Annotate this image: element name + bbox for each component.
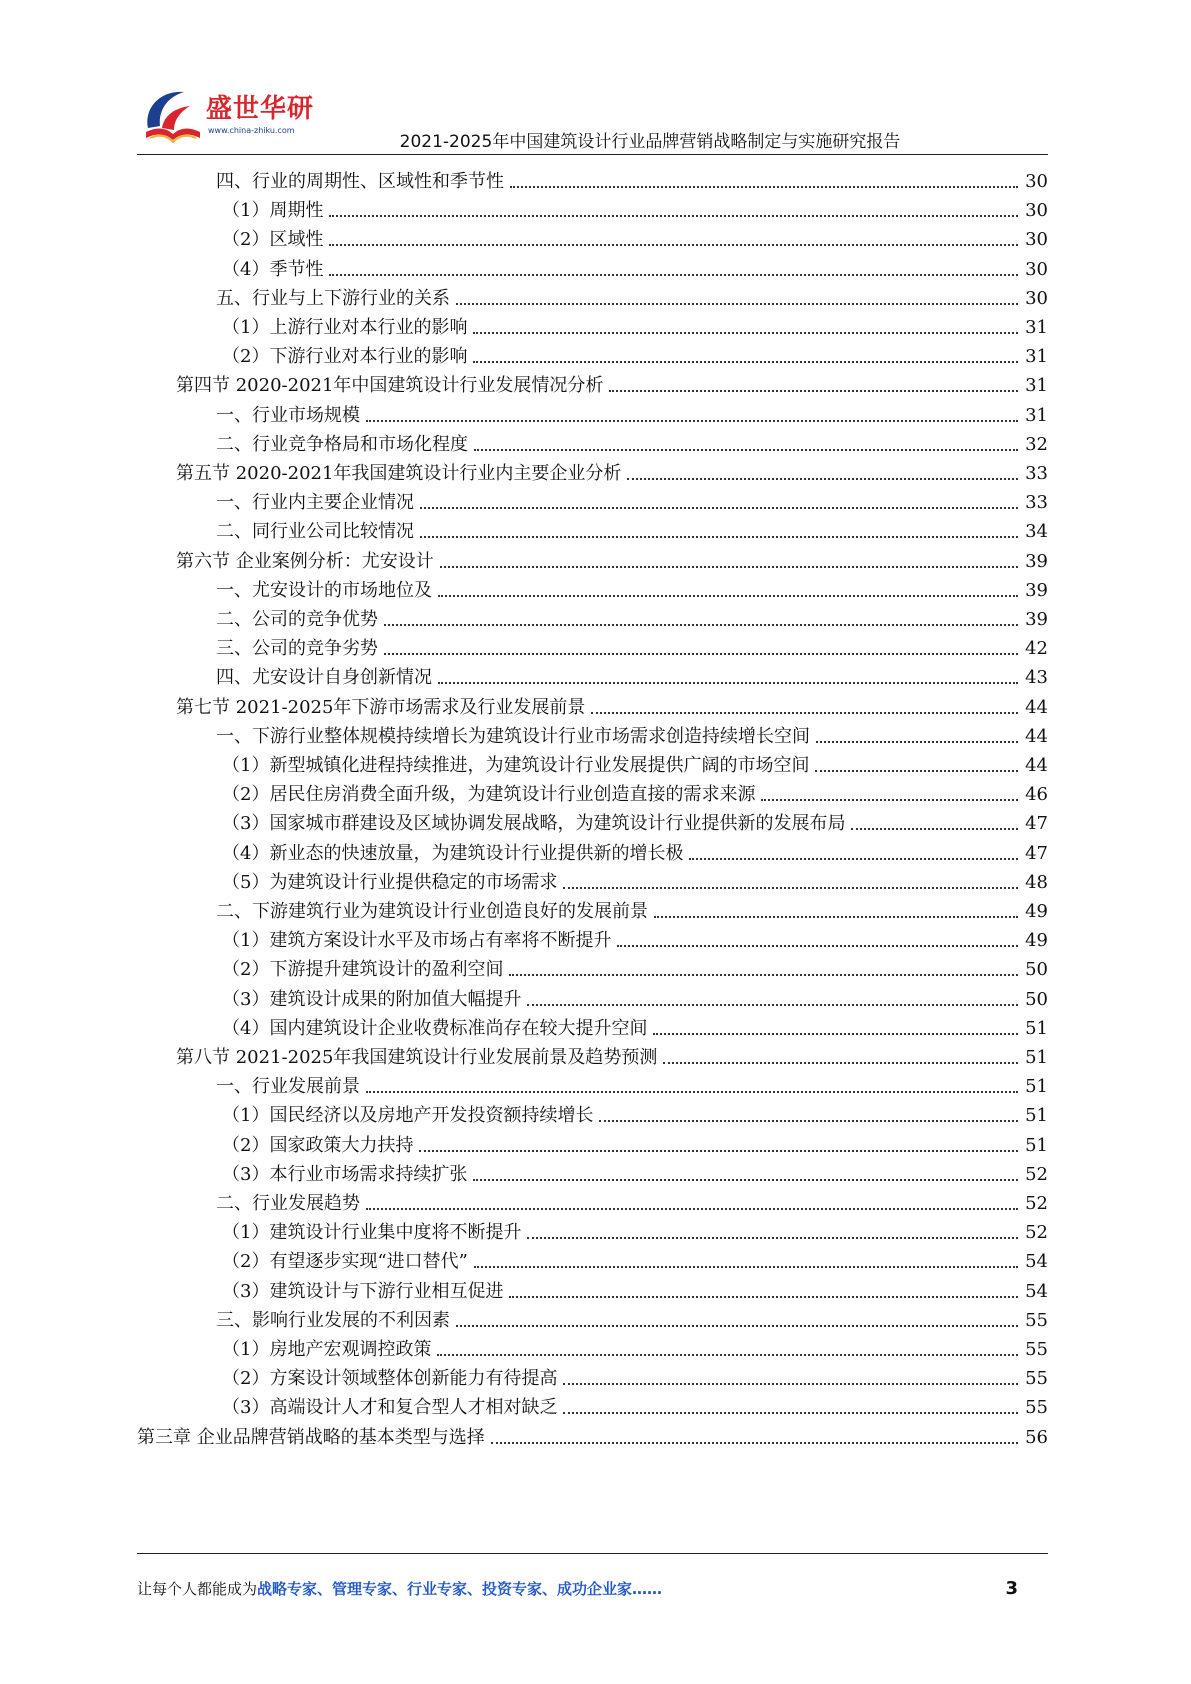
toc-leader-dots — [473, 361, 1018, 363]
toc-entry[interactable] — [216, 601, 1048, 631]
toc-leader-dots — [617, 945, 1018, 947]
toc-leader-dots — [329, 244, 1018, 246]
toc-entry[interactable] — [216, 718, 1048, 748]
toc-entry[interactable] — [222, 309, 1048, 339]
toc-leader-dots — [473, 1179, 1018, 1181]
toc-entry-title: （3）建筑设计与下游行业相互促进 — [222, 1280, 504, 1302]
toc-entry[interactable] — [176, 367, 1048, 397]
toc-entry-title: （2）居民住房消费全面升级，为建筑设计行业创造直接的需求来源 — [222, 784, 756, 806]
toc-leader-dots — [815, 770, 1018, 772]
toc-entry[interactable] — [222, 192, 1048, 222]
toc-entry[interactable] — [216, 1185, 1048, 1215]
toc-leader-dots — [329, 274, 1018, 276]
toc-entry-title: （4）国内建筑设计企业收费标准尚存在较大提升空间 — [222, 1017, 648, 1039]
toc-leader-dots — [510, 186, 1018, 188]
toc-entry[interactable] — [216, 280, 1048, 310]
toc-entry-page: 55 — [1025, 1368, 1048, 1390]
toc-entry-page: 51 — [1025, 1134, 1048, 1156]
toc-entry-title: 二、行业竞争格局和市场化程度 — [216, 433, 468, 455]
toc-entry-page: 33 — [1025, 492, 1048, 514]
toc-leader-dots — [627, 478, 1018, 480]
toc-leader-dots — [420, 507, 1018, 509]
toc-entry-title: （1）建筑方案设计水平及市场占有率将不断提升 — [222, 930, 612, 952]
toc-entry[interactable] — [222, 1097, 1048, 1127]
toc-entry-page: 47 — [1025, 813, 1048, 835]
toc-entry-title: （5）为建筑设计行业提供稳定的市场需求 — [222, 871, 558, 893]
toc-entry[interactable] — [222, 1156, 1048, 1186]
report-title: 2021-2025年中国建筑设计行业品牌营销战略制定与实施研究报告 — [399, 132, 901, 152]
toc-entry-page: 30 — [1025, 258, 1048, 280]
toc-leader-dots — [474, 449, 1018, 451]
toc-entry-page: 44 — [1025, 755, 1048, 776]
toc-entry-page: 33 — [1025, 463, 1048, 484]
toc-leader-dots — [689, 858, 1018, 860]
toc-entry-title: 第三章 企业品牌营销战略的基本类型与选择 — [137, 1426, 485, 1448]
toc-entry-title: 三、影响行业发展的不利因素 — [216, 1309, 450, 1331]
toc-leader-dots — [419, 1150, 1018, 1152]
toc-entry[interactable] — [222, 1214, 1048, 1244]
toc-entry-title: 一、行业市场规模 — [216, 404, 360, 426]
toc-entry-page: 32 — [1025, 433, 1048, 455]
toc-entry[interactable] — [222, 1389, 1048, 1419]
toc-leader-dots — [366, 420, 1018, 422]
toc-entry-page: 50 — [1025, 988, 1048, 1010]
toc-entry-page: 31 — [1025, 404, 1048, 426]
toc-leader-dots — [438, 595, 1018, 597]
toc-entry-page: 44 — [1025, 696, 1048, 718]
toc-entry-page: 43 — [1025, 667, 1048, 689]
toc-entry[interactable] — [222, 981, 1048, 1011]
toc-entry[interactable] — [222, 338, 1048, 368]
toc-entry[interactable] — [216, 1068, 1048, 1098]
toc-entry-title: （1）上游行业对本行业的影响 — [222, 317, 468, 338]
toc-entry[interactable] — [216, 163, 1048, 193]
toc-entry-page: 31 — [1025, 317, 1048, 338]
toc-entry-page: 47 — [1025, 842, 1048, 864]
toc-entry-title: （3）本行业市场需求持续扩张 — [222, 1163, 468, 1185]
toc-entry[interactable] — [222, 951, 1048, 981]
toc-entry-title: 二、公司的竞争优势 — [216, 609, 378, 630]
toc-entry-page: 52 — [1025, 1163, 1048, 1185]
toc-leader-dots — [384, 653, 1018, 655]
toc-entry[interactable] — [222, 835, 1048, 865]
toc-leader-dots — [491, 1442, 1018, 1444]
toc-entry-title: （1）建筑设计行业集中度将不断提升 — [222, 1222, 522, 1244]
toc-entry-page: 52 — [1025, 1193, 1048, 1214]
toc-entry-page: 51 — [1025, 1105, 1048, 1127]
toc-entry-title: （2）区域性 — [222, 229, 324, 251]
toc-leader-dots — [473, 332, 1018, 334]
toc-entry-title: （1）周期性 — [222, 200, 324, 222]
toc-leader-dots — [527, 1237, 1018, 1239]
toc-entry[interactable] — [216, 572, 1048, 602]
toc-entry-title: 二、行业发展趋势 — [216, 1193, 360, 1214]
toc-leader-dots — [663, 1062, 1018, 1064]
toc-entry[interactable] — [176, 455, 1048, 485]
header-divider — [137, 154, 1048, 155]
page-footer — [137, 1578, 1048, 1602]
toc-entry-page: 39 — [1025, 609, 1048, 630]
toc-leader-dots — [851, 828, 1018, 830]
page-number: 3 — [1005, 1578, 1018, 1599]
toc-entry[interactable] — [222, 922, 1048, 952]
toc-entry-title: （2）国家政策大力扶持 — [222, 1134, 414, 1156]
toc-entry-page: 30 — [1025, 229, 1048, 251]
toc-entry[interactable] — [222, 1243, 1048, 1273]
toc-entry-page: 48 — [1025, 871, 1048, 893]
toc-entry-title: （3）高端设计人才和复合型人才相对缺乏 — [222, 1397, 558, 1419]
toc-entry-title: （4）新业态的快速放量，为建筑设计行业提供新的增长极 — [222, 842, 684, 864]
toc-entry[interactable] — [176, 689, 1048, 719]
toc-leader-dots — [366, 1208, 1018, 1210]
toc-entry-page: 34 — [1025, 521, 1048, 543]
toc-leader-dots — [420, 536, 1018, 538]
toc-entry[interactable] — [222, 864, 1048, 894]
toc-entry-title: 一、行业内主要企业情况 — [216, 492, 414, 514]
toc-entry-title: 一、尤安设计的市场地位及 — [216, 579, 432, 601]
toc-entry-title: 一、行业发展前景 — [216, 1076, 360, 1098]
toc-entry-title: 第四节 2020-2021年中国建筑设计行业发展情况分析 — [176, 375, 604, 397]
toc-entry-title: （3）国家城市群建设及区域协调发展战略，为建筑设计行业提供新的发展布局 — [222, 813, 846, 835]
toc-entry-page: 51 — [1025, 1047, 1048, 1068]
toc-entry-page: 49 — [1025, 901, 1048, 922]
toc-entry[interactable] — [222, 747, 1048, 777]
toc-entry-title: 一、下游行业整体规模持续增长为建筑设计行业市场需求创造持续增长空间 — [216, 725, 810, 747]
toc-entry-page: 52 — [1025, 1222, 1048, 1244]
toc-entry[interactable] — [176, 543, 1048, 573]
toc-entry[interactable] — [222, 1010, 1048, 1040]
toc-entry-title: 五、行业与上下游行业的关系 — [216, 287, 450, 309]
toc-entry-page: 55 — [1025, 1309, 1048, 1331]
toc-entry-page: 46 — [1025, 784, 1048, 806]
toc-leader-dots — [527, 1004, 1018, 1006]
toc-entry-page: 55 — [1025, 1339, 1048, 1360]
toc-entry-page: 30 — [1025, 287, 1048, 309]
toc-entry-title: 三、公司的竞争劣势 — [216, 638, 378, 660]
footer-slogan-roles: 战略专家、管理专家、行业专家、投资专家、成功企业家…… — [257, 1580, 663, 1598]
toc-entry-page: 44 — [1025, 725, 1048, 747]
toc-entry-page: 54 — [1025, 1251, 1048, 1273]
toc-entry-page: 50 — [1025, 959, 1048, 981]
toc-entry-page: 54 — [1025, 1280, 1048, 1302]
toc-entry-page: 31 — [1025, 346, 1048, 368]
toc-leader-dots — [591, 712, 1018, 714]
toc-entry-title: （1）房地产宏观调控政策 — [222, 1339, 432, 1360]
toc-entry[interactable] — [216, 426, 1048, 456]
toc-leader-dots — [609, 390, 1018, 392]
toc-entry[interactable] — [222, 805, 1048, 835]
toc-leader-dots — [653, 1033, 1018, 1035]
logo-name: 盛世华研 — [206, 94, 315, 124]
toc-entry-title: 二、下游建筑行业为建筑设计行业创造良好的发展前景 — [216, 901, 648, 922]
toc-entry-title: 第六节 企业案例分析：尤安设计 — [176, 550, 434, 572]
toc-entry[interactable] — [216, 484, 1048, 514]
footer-divider — [137, 1553, 1048, 1554]
toc-entry[interactable] — [222, 776, 1048, 806]
toc-leader-dots — [816, 741, 1018, 743]
toc-entry-page: 30 — [1025, 200, 1048, 222]
toc-entry-page: 55 — [1025, 1397, 1048, 1419]
toc-entry[interactable] — [216, 630, 1048, 660]
toc-leader-dots — [654, 916, 1018, 918]
toc-entry[interactable] — [216, 659, 1048, 689]
toc-entry[interactable] — [222, 1360, 1048, 1390]
toc-entry-page: 31 — [1025, 375, 1048, 397]
toc-entry-title: 四、行业的周期性、区域性和季节性 — [216, 171, 504, 192]
toc-entry-title: 四、尤安设计自身创新情况 — [216, 667, 432, 689]
toc-entry[interactable] — [216, 1302, 1048, 1332]
toc-leader-dots — [509, 1296, 1018, 1298]
footer-slogan-lead: 让每个人都能成为 — [137, 1580, 258, 1598]
logo-swoosh-icon — [140, 84, 206, 150]
toc-entry[interactable] — [222, 251, 1048, 281]
toc-entry-page: 56 — [1025, 1426, 1048, 1448]
toc-entry-title: （2）方案设计领域整体创新能力有待提高 — [222, 1368, 558, 1390]
toc-leader-dots — [329, 215, 1018, 217]
toc-entry-title: （1）新型城镇化进程持续推进，为建筑设计行业发展提供广阔的市场空间 — [222, 755, 810, 776]
toc-entry-page: 39 — [1025, 550, 1048, 572]
toc-entry-title: 第八节 2021-2025年我国建筑设计行业发展前景及趋势预测 — [176, 1047, 658, 1068]
toc-entry-title: （2）下游提升建筑设计的盈利空间 — [222, 959, 504, 981]
toc-entry-title: 第五节 2020-2021年我国建筑设计行业内主要企业分析 — [176, 463, 622, 484]
toc-entry[interactable] — [222, 1331, 1048, 1361]
toc-entry-title: （3）建筑设计成果的附加值大幅提升 — [222, 988, 522, 1010]
toc-entry[interactable] — [222, 1273, 1048, 1303]
toc-entry[interactable] — [137, 1419, 1048, 1449]
toc-entry-page: 39 — [1025, 579, 1048, 601]
toc-entry[interactable] — [176, 1039, 1048, 1069]
toc-leader-dots — [456, 303, 1018, 305]
toc-leader-dots — [366, 1091, 1018, 1093]
toc-leader-dots — [474, 1266, 1018, 1268]
toc-entry-page: 42 — [1025, 638, 1048, 660]
toc-entry[interactable] — [222, 221, 1048, 251]
toc-leader-dots — [563, 887, 1018, 889]
toc-leader-dots — [563, 1383, 1018, 1385]
toc-leader-dots — [437, 1354, 1018, 1356]
toc-entry[interactable] — [216, 893, 1048, 923]
toc-entry[interactable] — [216, 397, 1048, 427]
toc-entry-title: （2）下游行业对本行业的影响 — [222, 346, 468, 368]
toc-leader-dots — [440, 566, 1018, 568]
toc-entry[interactable] — [216, 513, 1048, 543]
toc-entry-title: 第七节 2021-2025年下游市场需求及行业发展前景 — [176, 696, 586, 718]
toc-entry-title: （1）国民经济以及房地产开发投资额持续增长 — [222, 1105, 594, 1127]
logo-url: www.china-zhiku.com — [208, 126, 295, 135]
toc-leader-dots — [384, 624, 1018, 626]
toc-leader-dots — [438, 682, 1018, 684]
toc-entry-title: 二、同行业公司比较情况 — [216, 521, 414, 543]
toc-entry-page: 30 — [1025, 171, 1048, 192]
toc-leader-dots — [563, 1412, 1018, 1414]
toc-entry[interactable] — [222, 1127, 1048, 1157]
toc-leader-dots — [761, 799, 1018, 801]
toc-entry-title: （2）有望逐步实现“进口替代” — [222, 1251, 468, 1273]
toc-entry-page: 49 — [1025, 930, 1048, 952]
toc-leader-dots — [599, 1120, 1018, 1122]
toc-entry-page: 51 — [1025, 1076, 1048, 1098]
page-header — [0, 0, 1191, 160]
toc-entry-page: 51 — [1025, 1017, 1048, 1039]
toc-leader-dots — [509, 974, 1018, 976]
toc-entry-title: （4）季节性 — [222, 258, 324, 280]
toc-leader-dots — [456, 1325, 1018, 1327]
